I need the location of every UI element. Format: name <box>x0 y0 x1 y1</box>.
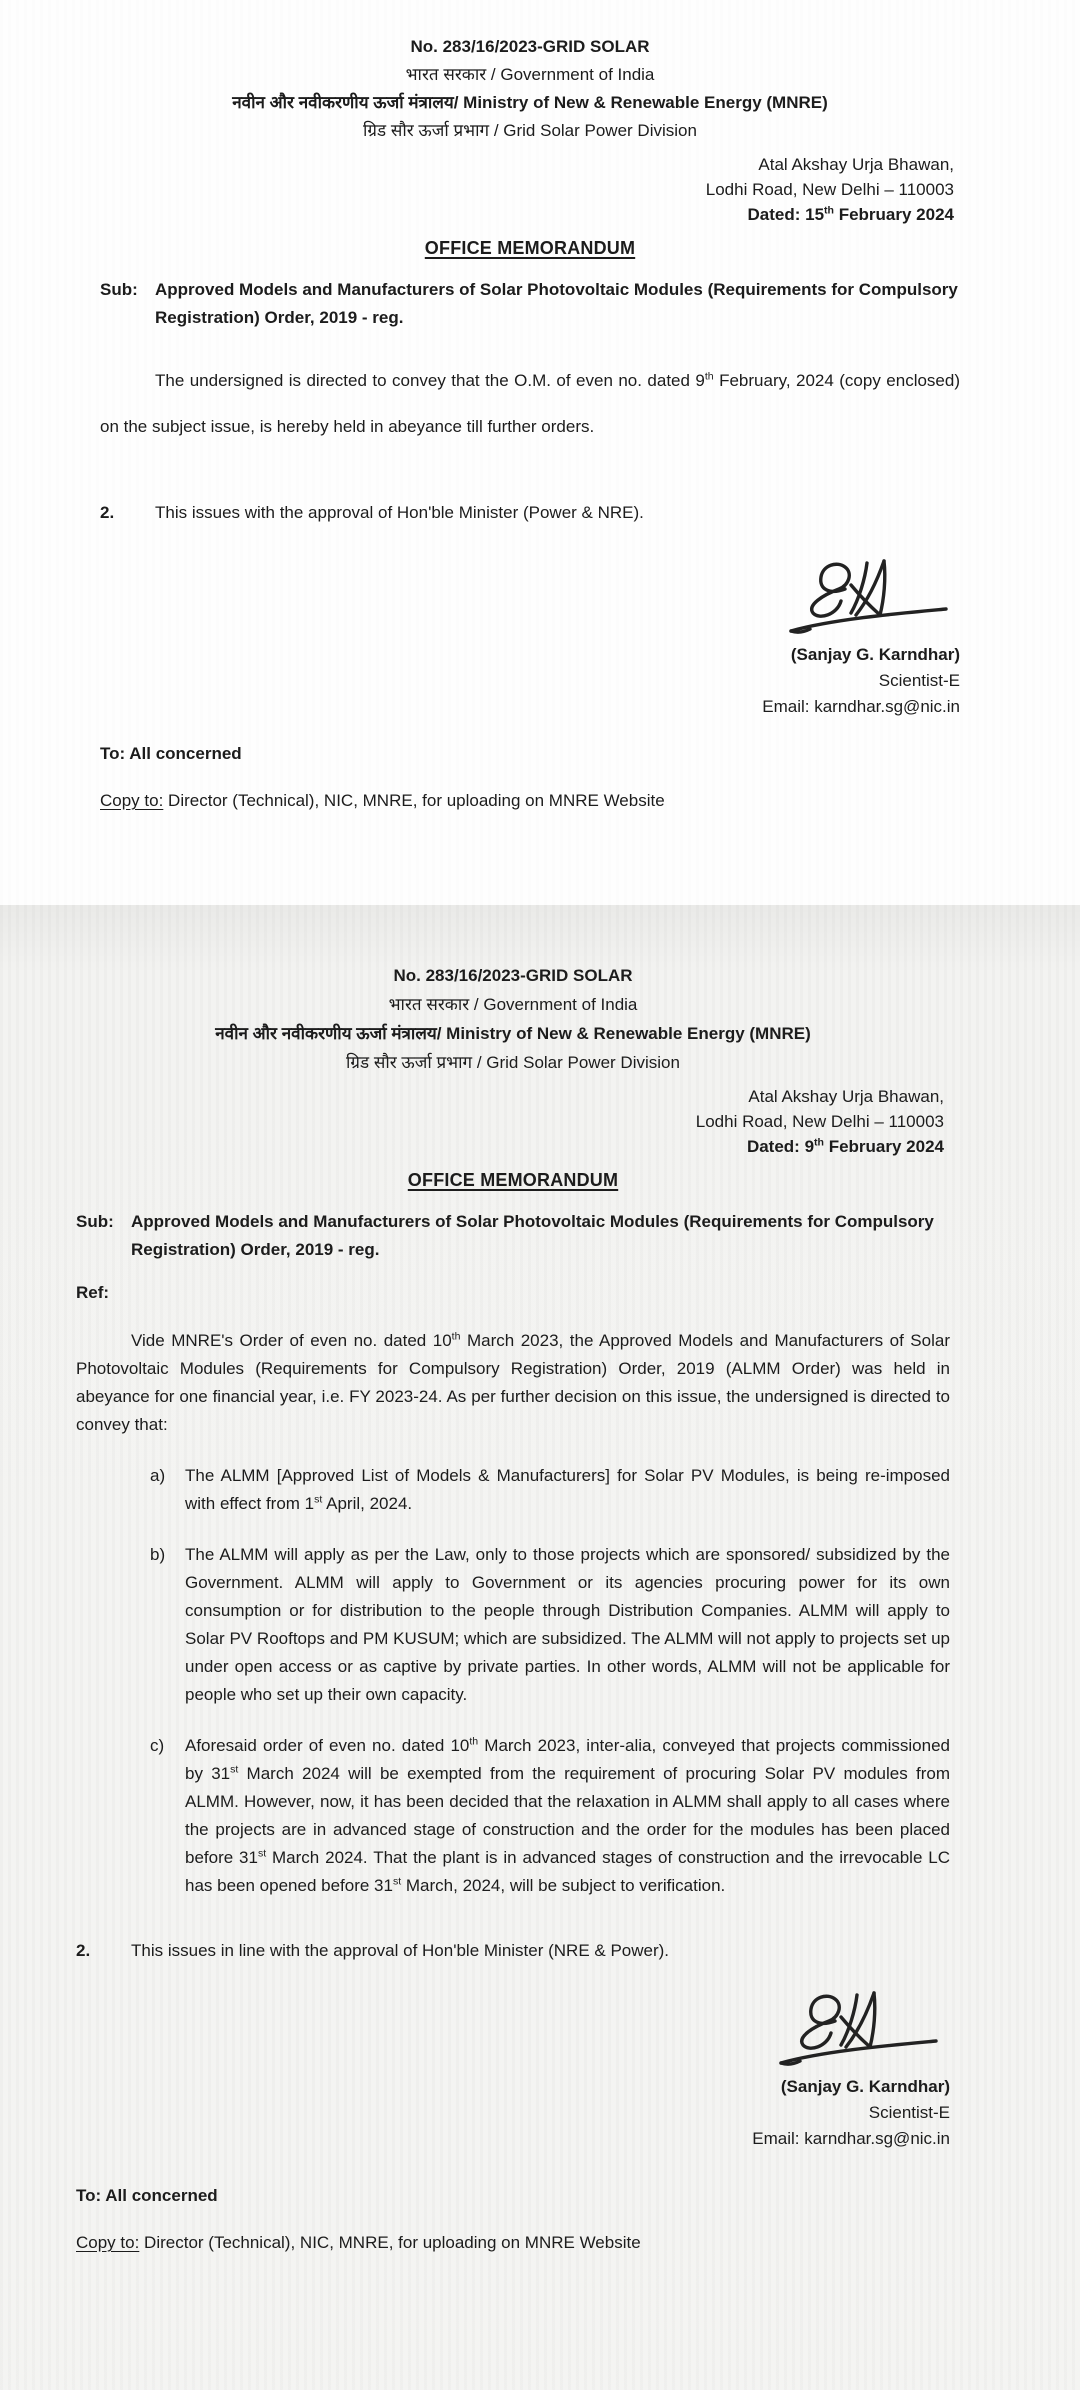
list-item-text: The ALMM [Approved List of Models & Manufacturers] for Solar PV Modules, is being re-imposed with effect from 1st April, 2024. <box>185 1466 950 1513</box>
point-2-label: 2. <box>100 503 115 522</box>
list-item-label: b) <box>150 1545 166 1564</box>
signature-block <box>100 555 960 720</box>
point-2-row <box>76 1937 950 1965</box>
signature-icon <box>783 555 958 637</box>
government-line: भारत सरकार / Government of India <box>405 65 655 84</box>
address-line: Atal Akshay Urja Bhawan, <box>758 155 954 174</box>
memo-title: OFFICE MEMORANDUM <box>407 1170 619 1190</box>
signatory-email: Email: karndhar.sg@nic.in <box>752 2129 950 2148</box>
government-line: भारत सरकार / Government of India <box>388 995 638 1014</box>
subject-label: Sub: <box>76 1212 114 1231</box>
body-paragraph: The undersigned is directed to convey that the O.M. of even no. dated 9th February, 2024 (copy enclosed) on the subject issue, is hereby held in abeyance till further orders. <box>100 370 960 436</box>
ref-label: Ref: <box>76 1283 110 1302</box>
signatory-designation: Scientist-E <box>878 671 960 690</box>
list-item-label: c) <box>150 1736 165 1755</box>
division-line: ग्रिड सौर ऊर्जा प्रभाग / Grid Solar Power Division <box>346 1053 680 1072</box>
subject-text: Approved Models and Manufacturers of Solar Photovoltaic Modules (Requirements for Compulsory Registration) Order, 2019 - reg. <box>131 1212 934 1259</box>
memo-title: OFFICE MEMORANDUM <box>424 238 636 258</box>
copy-to-text: Director (Technical), NIC, MNRE, for uploading on MNRE Website <box>168 791 665 810</box>
dated-line: Dated: 15th February 2024 <box>747 204 954 224</box>
division-line: ग्रिड सौर ऊर्जा प्रभाग / Grid Solar Power Division <box>363 121 697 140</box>
list-item <box>76 1541 950 1709</box>
copy-to-row <box>100 791 960 811</box>
memo-page-1 <box>0 0 1080 905</box>
list-item-label: a) <box>150 1466 166 1485</box>
list-item <box>76 1462 950 1518</box>
signature-block <box>76 1987 950 2152</box>
letterhead <box>76 961 950 1077</box>
copy-to-label: Copy to: <box>76 2233 140 2252</box>
subject-row <box>100 276 960 332</box>
memo-page-2 <box>0 905 1080 2390</box>
list-item-text: Aforesaid order of even no. dated 10th March 2023, inter-alia, conveyed that projects commissioned by 31st March 2024 will be exempted from the requirement of procuring Solar PV modules from ALMM. However, now, it has been decided that the relaxation in ALMM shall apply to all cases where the projects are in advanced stage of construction and the order for the modules has been placed before 31st March 2024. That the plant is in advanced stages of construction and the irrevocable LC has been opened before 31st March, 2024, will be subject to verification. <box>185 1735 950 1895</box>
signatory-email: Email: karndhar.sg@nic.in <box>762 697 960 716</box>
signature-icon <box>773 1987 948 2069</box>
reference-number: No. 283/16/2023-GRID SOLAR <box>393 966 633 985</box>
signatory-name: (Sanjay G. Karndhar) <box>780 2077 950 2096</box>
signatory-name: (Sanjay G. Karndhar) <box>790 645 960 664</box>
point-2-row <box>100 499 960 527</box>
office-address <box>76 1084 950 1159</box>
office-address <box>100 152 960 227</box>
ministry-line: नवीन और नवीकरणीय ऊर्जा मंत्रालय/ Ministry of New & Renewable Energy (MNRE) <box>232 93 828 112</box>
point-2-label: 2. <box>76 1941 91 1960</box>
intro-paragraph: Vide MNRE's Order of even no. dated 10th March 2023, the Approved Models and Manufacturers of Solar Photovoltaic Modules (Requirements for Compulsory Registration) Order, 2019 (ALMM Order) was held in abeyance for one financial year, i.e. FY 2023-24. As per further decision on this issue, the undersigned is directed to convey that: <box>76 1330 950 1434</box>
list-item-text: The ALMM will apply as per the Law, only to those projects which are sponsored/ subsidized by the Government. ALMM will apply to Government or its agencies procuring power for its own consumption or for distribution to the people through Distribution Companies. ALMM will apply to Solar PV Rooftops and PM KUSUM; which are subsidized. The ALMM will not apply to projects set up under open access or as captive by private parties. In other words, ALMM will not be applicable for people who set up their own capacity. <box>185 1545 950 1704</box>
to-line: To: All concerned <box>100 744 242 763</box>
copy-to-text: Director (Technical), NIC, MNRE, for uploading on MNRE Website <box>144 2233 641 2252</box>
address-line: Lodhi Road, New Delhi – 110003 <box>705 180 954 199</box>
point-2-text: This issues with the approval of Hon'ble Minister (Power & NRE). <box>155 503 644 522</box>
copy-to-row <box>76 2233 950 2253</box>
address-line: Atal Akshay Urja Bhawan, <box>748 1087 944 1106</box>
dated-line: Dated: 9th February 2024 <box>746 1136 944 1156</box>
subject-label: Sub: <box>100 280 138 299</box>
subject-row <box>76 1208 950 1264</box>
to-line: To: All concerned <box>76 2186 218 2205</box>
letterhead <box>100 33 960 145</box>
point-2-text: This issues in line with the approval of Hon'ble Minister (NRE & Power). <box>131 1941 670 1960</box>
almm-points-list <box>76 1462 950 1900</box>
list-item <box>76 1732 950 1900</box>
address-line: Lodhi Road, New Delhi – 110003 <box>695 1112 944 1131</box>
subject-text: Approved Models and Manufacturers of Solar Photovoltaic Modules (Requirements for Compulsory Registration) Order, 2019 - reg. <box>155 280 958 327</box>
signatory-designation: Scientist-E <box>868 2103 950 2122</box>
copy-to-label: Copy to: <box>100 791 164 810</box>
ministry-line: नवीन और नवीकरणीय ऊर्जा मंत्रालय/ Ministry of New & Renewable Energy (MNRE) <box>215 1024 811 1043</box>
reference-number: No. 283/16/2023-GRID SOLAR <box>410 37 650 56</box>
